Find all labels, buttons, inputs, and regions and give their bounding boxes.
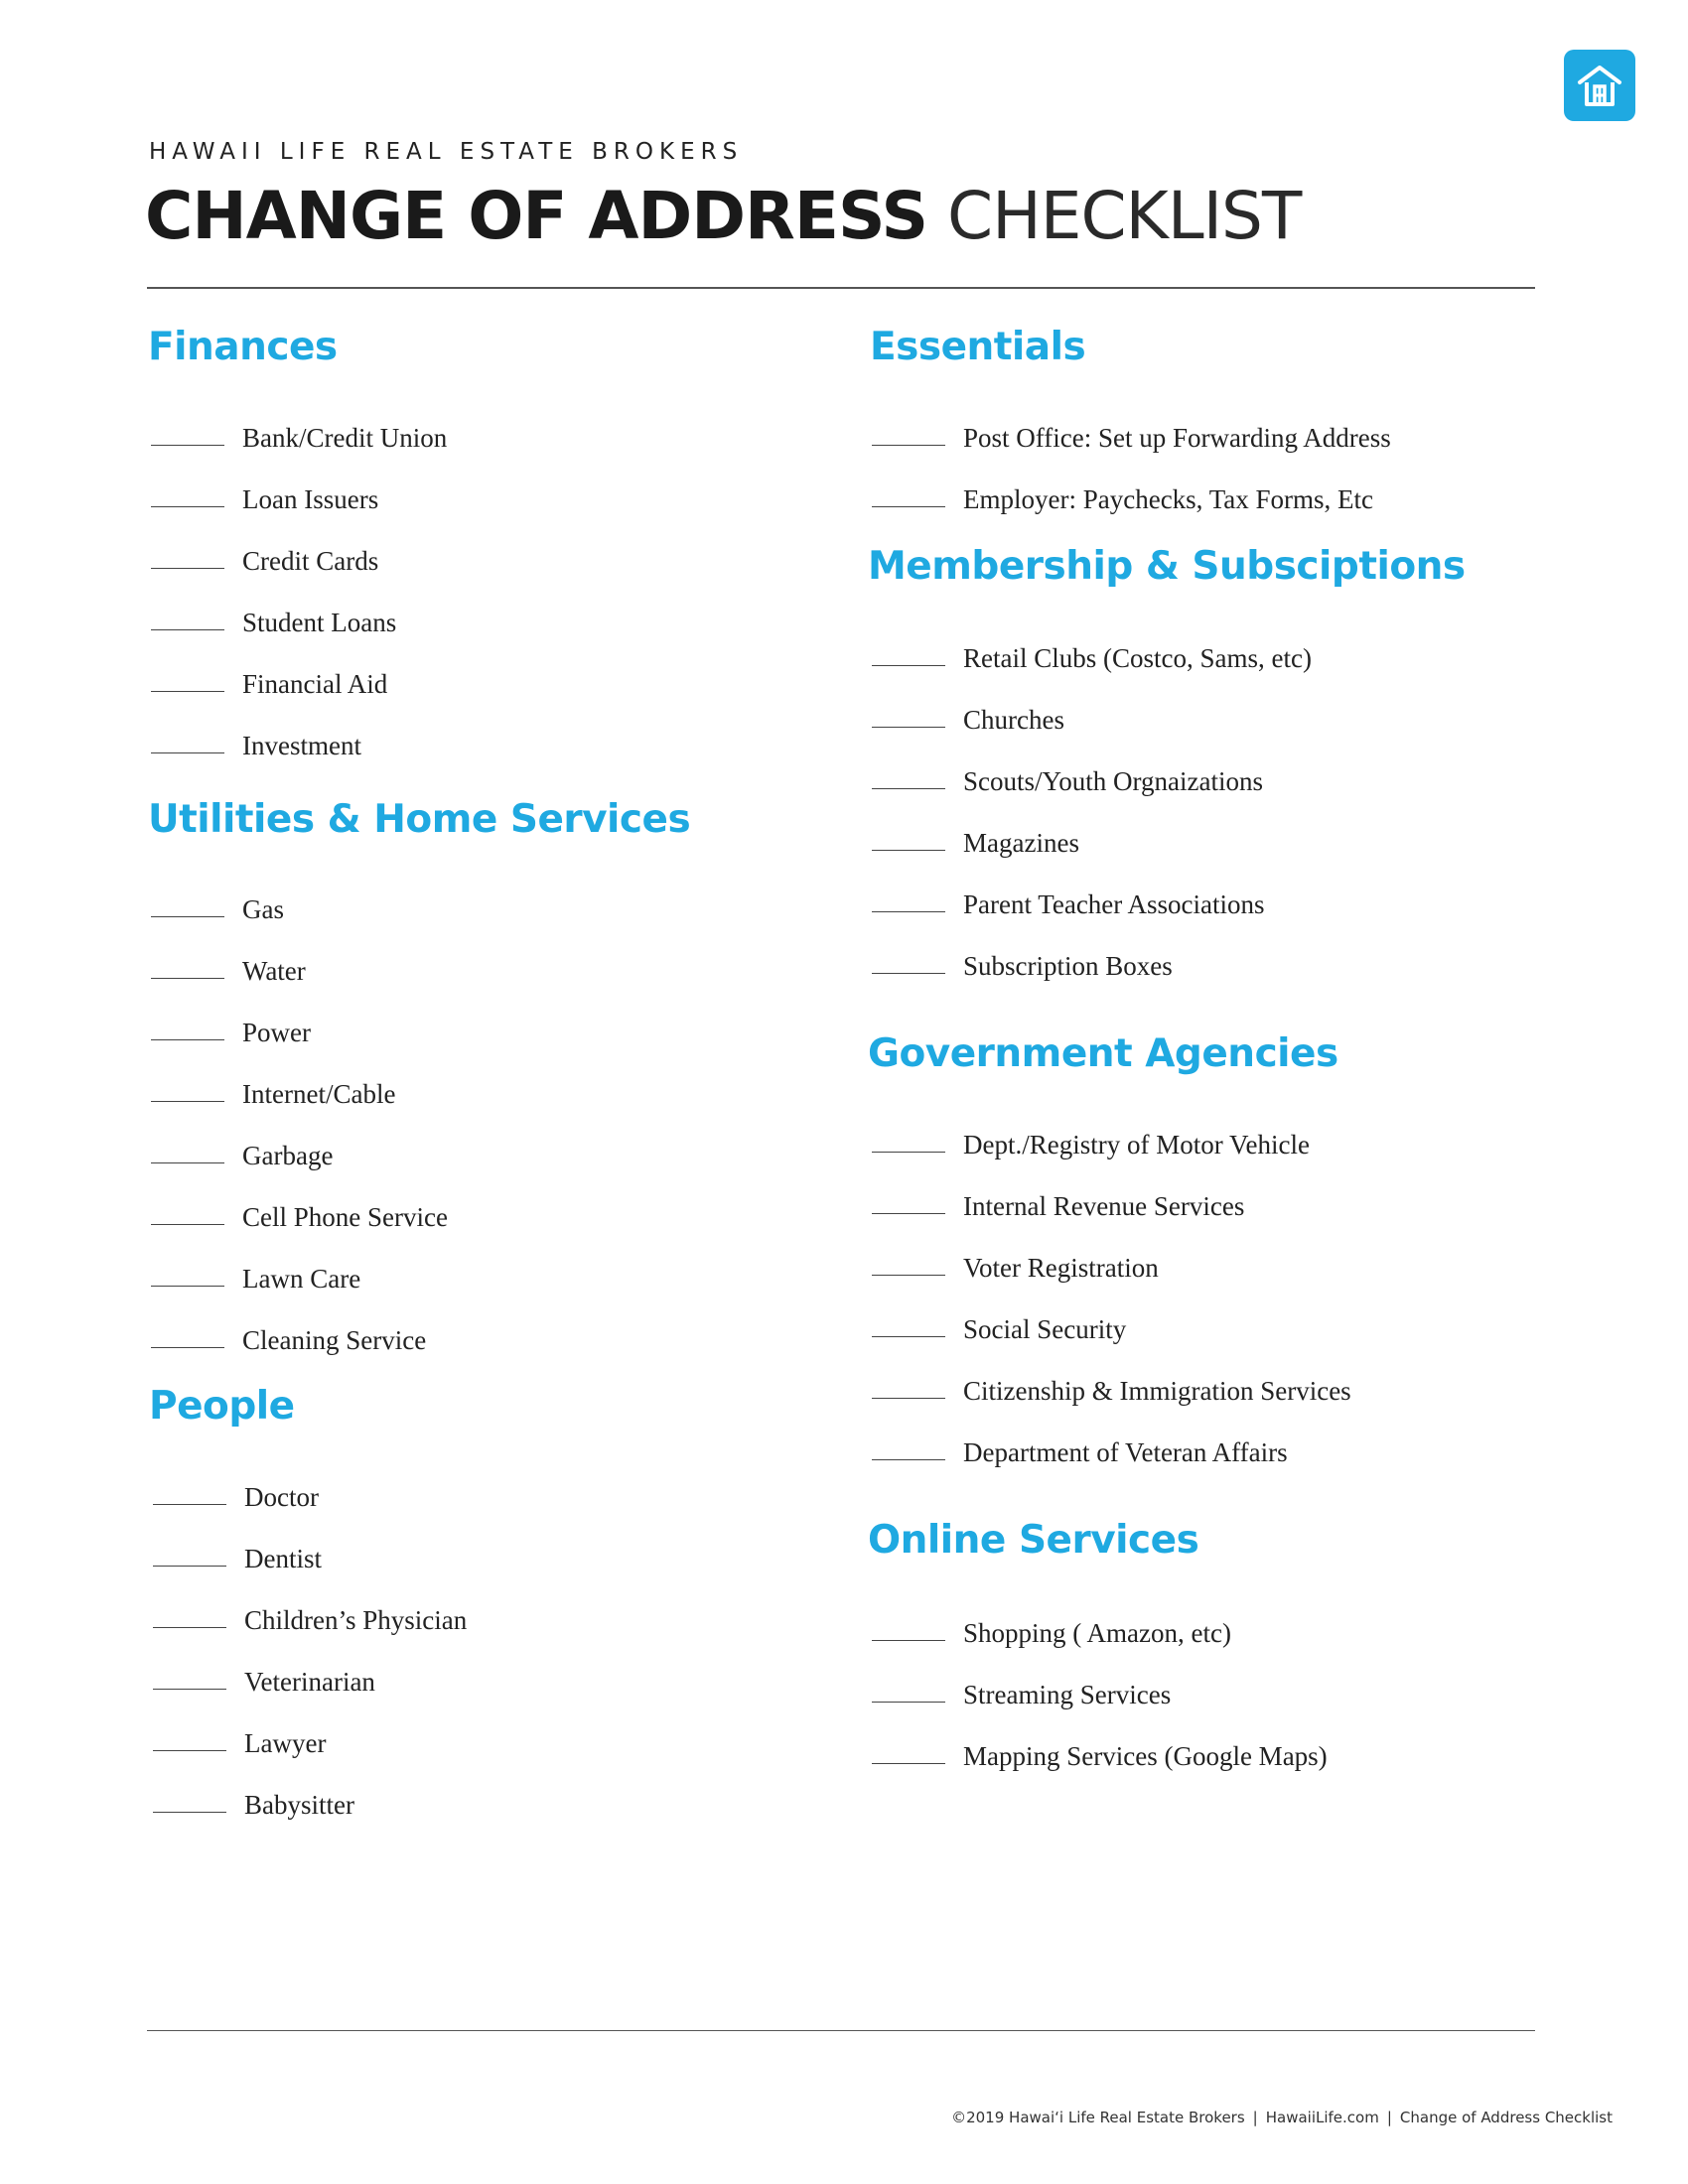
checklist-item-label: Babysitter	[244, 1790, 354, 1820]
checklist-item-label: Magazines	[963, 828, 1079, 858]
checkbox-blank-line[interactable]	[153, 1605, 226, 1628]
checklist-item	[872, 1130, 1351, 1191]
checkbox-blank-line[interactable]	[872, 1314, 945, 1337]
checklist-item	[151, 423, 447, 484]
section-title-people: People	[149, 1384, 295, 1429]
checklist-item-label: Internal Revenue Services	[963, 1191, 1245, 1221]
checkbox-blank-line[interactable]	[151, 956, 224, 979]
checkbox-blank-line[interactable]	[153, 1482, 226, 1505]
checkbox-blank-line[interactable]	[153, 1728, 226, 1751]
checklist-item	[151, 484, 447, 546]
footer-doc-name: Change of Address Checklist	[1399, 2109, 1613, 2126]
checklist-item	[151, 1264, 448, 1325]
checklist-item-label: Cell Phone Service	[242, 1202, 448, 1232]
checkbox-blank-line[interactable]	[872, 423, 945, 446]
checkbox-blank-line[interactable]	[872, 766, 945, 789]
checkbox-blank-line[interactable]	[153, 1790, 226, 1813]
checklist-item-label: Department of Veteran Affairs	[963, 1437, 1288, 1467]
checkbox-blank-line[interactable]	[151, 423, 224, 446]
checklist-item	[872, 1314, 1351, 1376]
checklist-item-label: Retail Clubs (Costco, Sams, etc)	[963, 643, 1312, 673]
checklist-item	[872, 1376, 1351, 1437]
header-divider	[147, 287, 1535, 289]
hawaii-life-logo	[1564, 50, 1635, 121]
checklist-item-label: Internet/Cable	[242, 1079, 396, 1109]
checklist-item-label: Scouts/Youth Orgnaizations	[963, 766, 1264, 796]
checklist-item	[153, 1728, 467, 1790]
checklist-item	[153, 1605, 467, 1667]
checklist-item-label: Dentist	[244, 1544, 322, 1573]
checklist-item-label: Social Security	[963, 1314, 1127, 1344]
checklist-item	[151, 894, 448, 956]
checkbox-blank-line[interactable]	[151, 484, 224, 507]
checklist-item	[872, 951, 1312, 1013]
checkbox-blank-line[interactable]	[872, 1191, 945, 1214]
checkbox-blank-line[interactable]	[872, 484, 945, 507]
checklist-item	[151, 731, 447, 792]
checklist-item	[151, 546, 447, 608]
checklist-item-label: Citizenship & Immigration Services	[963, 1376, 1351, 1406]
checklist-item-label: Student Loans	[242, 608, 397, 637]
checklist-item-label: Children’s Physician	[244, 1605, 468, 1635]
checklist-item	[151, 956, 448, 1018]
checkbox-blank-line[interactable]	[872, 889, 945, 912]
checklist-item-label: Dept./Registry of Motor Vehicle	[963, 1130, 1310, 1160]
checklist-item-label: Loan Issuers	[242, 484, 379, 514]
checklist-item	[872, 1191, 1351, 1253]
section-title-utilities: Utilities & Home Services	[148, 797, 691, 842]
utilities-list	[151, 894, 448, 1387]
checkbox-blank-line[interactable]	[872, 643, 945, 666]
checklist-item-label: Bank/Credit Union	[242, 423, 448, 453]
online-list	[872, 1618, 1328, 1803]
footer-copyright: ©2019 Hawai‘i Life Real Estate Brokers	[951, 2109, 1245, 2126]
section-title-finances: Finances	[148, 325, 338, 369]
footer	[951, 2109, 1613, 2126]
footer-website[interactable]: HawaiiLife.com	[1265, 2109, 1379, 2126]
checkbox-blank-line[interactable]	[153, 1667, 226, 1690]
checklist-item-label: Employer: Paychecks, Tax Forms, Etc	[963, 484, 1374, 514]
checkbox-blank-line[interactable]	[872, 705, 945, 728]
checklist-item	[872, 1680, 1328, 1741]
checklist-item	[872, 705, 1312, 766]
checkbox-blank-line[interactable]	[151, 1079, 224, 1102]
checklist-item	[872, 889, 1312, 951]
checklist-item-label: Doctor	[244, 1482, 319, 1512]
checklist-item-label: Veterinarian	[244, 1667, 375, 1697]
checklist-item	[872, 828, 1312, 889]
checklist-item	[153, 1667, 467, 1728]
checklist-item-label: Post Office: Set up Forwarding Address	[963, 423, 1391, 453]
checklist-item-label: Churches	[963, 705, 1064, 735]
checkbox-blank-line[interactable]	[872, 1680, 945, 1703]
checkbox-blank-line[interactable]	[872, 951, 945, 974]
checklist-item	[151, 608, 447, 669]
checklist-item-label: Financial Aid	[242, 669, 388, 699]
checklist-item-label: Lawn Care	[242, 1264, 361, 1294]
checkbox-blank-line[interactable]	[151, 1325, 224, 1348]
checklist-item	[153, 1544, 467, 1605]
checkbox-blank-line[interactable]	[872, 1741, 945, 1764]
company-kicker: HAWAII LIFE REAL ESTATE BROKERS	[149, 139, 744, 165]
checkbox-blank-line[interactable]	[872, 1437, 945, 1460]
checklist-item	[872, 423, 1391, 484]
checkbox-blank-line[interactable]	[872, 1253, 945, 1276]
checklist-item-label: Power	[242, 1018, 311, 1047]
footer-separator: |	[1252, 2109, 1258, 2126]
checkbox-blank-line[interactable]	[872, 1130, 945, 1153]
checklist-item	[151, 1202, 448, 1264]
checklist-item	[872, 766, 1312, 828]
checkbox-blank-line[interactable]	[151, 546, 224, 569]
checkbox-blank-line[interactable]	[151, 731, 224, 753]
house-logo-icon	[1575, 61, 1624, 110]
section-title-essentials: Essentials	[870, 325, 1086, 369]
page-title	[145, 177, 1301, 256]
checklist-item-label: Mapping Services (Google Maps)	[963, 1741, 1328, 1771]
checkbox-blank-line[interactable]	[151, 669, 224, 692]
checkbox-blank-line[interactable]	[151, 1141, 224, 1163]
checklist-item	[153, 1790, 467, 1851]
checklist-item-label: Parent Teacher Associations	[963, 889, 1265, 919]
checklist-item-label: Credit Cards	[242, 546, 379, 576]
footer-separator: |	[1386, 2109, 1392, 2126]
checkbox-blank-line[interactable]	[872, 1376, 945, 1399]
checklist-item	[151, 1325, 448, 1387]
checklist-item-label: Garbage	[242, 1141, 334, 1170]
essentials-list	[872, 423, 1391, 546]
page-title-bold: CHANGE OF ADDRESS	[145, 178, 928, 254]
checklist-item-label: Lawyer	[244, 1728, 327, 1758]
checklist-item-label: Voter Registration	[963, 1253, 1159, 1283]
checkbox-blank-line[interactable]	[872, 828, 945, 851]
checklist-item-label: Subscription Boxes	[963, 951, 1173, 981]
section-title-memberships: Membership & Subsciptions	[868, 544, 1466, 589]
checklist-item-label: Cleaning Service	[242, 1325, 427, 1355]
checklist-item	[151, 669, 447, 731]
government-list	[872, 1130, 1351, 1499]
checklist-item	[872, 643, 1312, 705]
checkbox-blank-line[interactable]	[872, 1618, 945, 1641]
checklist-item-label: Investment	[242, 731, 361, 760]
checkbox-blank-line[interactable]	[151, 894, 224, 917]
checklist-item	[153, 1482, 467, 1544]
checkbox-blank-line[interactable]	[151, 1202, 224, 1225]
checklist-item	[872, 1253, 1351, 1314]
checklist-item	[872, 1618, 1328, 1680]
checklist-item-label: Gas	[242, 894, 284, 924]
checkbox-blank-line[interactable]	[151, 1018, 224, 1040]
checklist-item-label: Water	[242, 956, 306, 986]
section-title-government: Government Agencies	[868, 1031, 1338, 1076]
checklist-item	[872, 484, 1391, 546]
finances-list	[151, 423, 447, 792]
page-title-light: CHECKLIST	[947, 178, 1302, 254]
checklist-item	[872, 1741, 1328, 1803]
memberships-list	[872, 643, 1312, 1013]
checklist-item-label: Shopping ( Amazon, etc)	[963, 1618, 1231, 1648]
checklist-item	[151, 1018, 448, 1079]
checklist-item-label: Streaming Services	[963, 1680, 1172, 1709]
checklist-item	[151, 1141, 448, 1202]
checklist-item	[872, 1437, 1351, 1499]
section-title-online: Online Services	[868, 1518, 1199, 1563]
footer-divider	[147, 2030, 1535, 2031]
people-list	[153, 1482, 467, 1851]
checkbox-blank-line[interactable]	[151, 608, 224, 630]
checkbox-blank-line[interactable]	[151, 1264, 224, 1287]
checklist-item	[151, 1079, 448, 1141]
checkbox-blank-line[interactable]	[153, 1544, 226, 1567]
